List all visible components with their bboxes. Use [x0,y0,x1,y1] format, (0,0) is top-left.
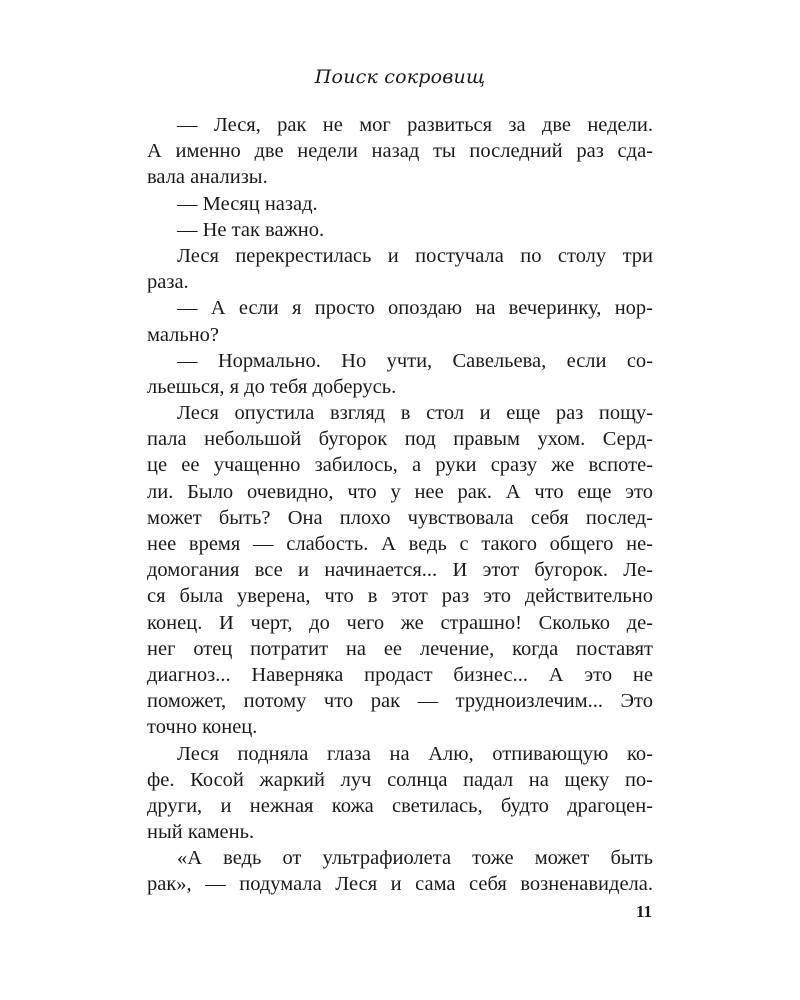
text-line: раза. [147,271,189,294]
text-line: вала анализы. [147,166,268,189]
text-line: мально? [147,323,220,346]
text-line: други, и нежная кожа светилась, будто драгоцен- [147,794,653,817]
running-head: Поиск сокровищ [314,66,486,88]
text-line: конец. И черт, до чего же страшно! Сколько де- [147,611,653,634]
text-line: фе. Косой жаркий луч солнца падал на щеку по- [147,768,653,791]
text-line: Леся опустила взгляд в стол и еще раз пощу- [177,402,653,425]
text-line: домогания все и начинается... И этот бугорок. Ле- [147,559,653,582]
text-line: Леся перекрестилась и постучала по столу три [177,244,653,267]
text-line: может быть? Она плохо чувствовала себя послед- [147,506,653,529]
text-line: Леся подняла глаза на Алю, отпивающую ко- [177,742,653,765]
text-line: рак», — подумала Леся и сама себя возненавидела. [147,873,653,896]
text-line: — Нормально. Но учти, Савельева, если со- [177,349,653,372]
text-line: ли. Было очевидно, что у нее рак. А что еще это [147,480,653,503]
text-line: льешься, я до тебя доберусь. [147,375,397,398]
text-line: — Не так важно. [177,218,325,241]
text-line: нее время — слабость. А ведь с такого общего не- [147,533,653,555]
text-line: ный камень. [147,821,255,844]
text-line: це ее учащенно забилось, а руки сразу же вспоте- [147,454,653,477]
text-line: диагноз... Наверняка продаст бизнес... А это не [147,663,653,686]
text-line: ся была уверена, что в этот раз это действительно [147,585,653,608]
text-line: А именно две недели назад ты последний раз сда- [147,140,653,163]
text-line: — А если я просто опоздаю на вечеринку, нор- [177,297,653,320]
text-line: — Месяц назад. [177,192,318,215]
text-line: нег отец потратит на ее лечение, когда поставят [147,637,653,660]
text-line: поможет, потому что рак — трудноизлечим... Это [147,690,653,713]
text-line: «А ведь от ультрафиолета тоже может быть [177,847,653,870]
body-text [147,112,653,898]
text-line: точно конец. [147,716,258,739]
text-line: — Леся, рак не мог развиться за две недели. [177,114,653,136]
text-line: пала небольшой бугорок под правым ухом. Серд- [147,428,653,451]
page-number: 11 [635,902,652,921]
